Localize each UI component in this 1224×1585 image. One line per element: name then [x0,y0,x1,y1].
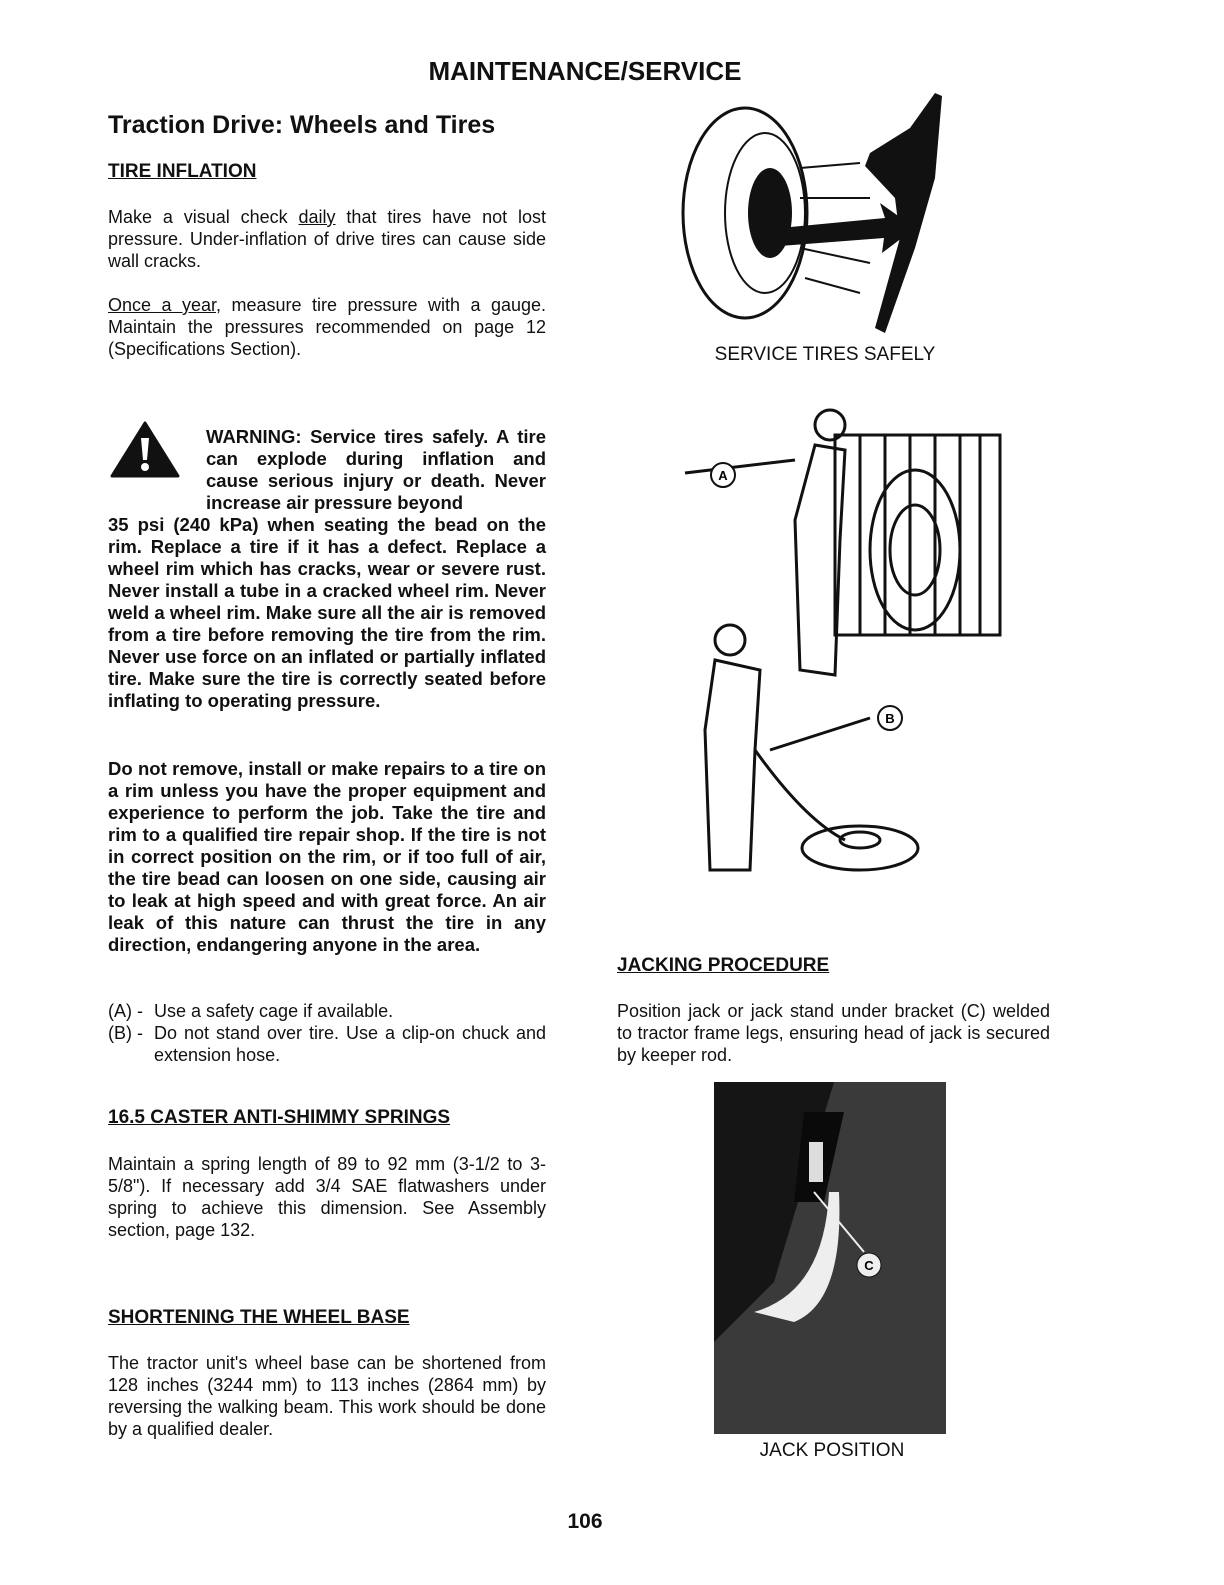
text: Make a visual check [108,207,299,227]
callout-b: B [885,711,895,726]
caster-heading: 16.5 CASTER ANTI-SHIMMY SPRINGS [108,1107,451,1128]
list-item [108,1000,546,1022]
tire-inflation-paragraph-2 [108,294,546,360]
wheelbase-paragraph: The tractor unit's wheel base can be shortened from 128 inches (3244 mm) to 113 inches (2864 mm) by reversing the walking beam. This work should be done by a qualified dealer. [108,1353,546,1439]
exploding-tire-illustration [670,88,960,338]
jacking-paragraph: Position jack or jack stand under bracket (C) welded to tractor frame legs, ensuring head of jack is secured by keeper rod. [617,1001,1050,1065]
emphasis: daily [298,207,336,227]
callout-list [108,1000,546,1066]
page-title: MAINTENANCE/SERVICE [428,56,742,86]
list-item [108,1022,546,1066]
safety-cage-illustration [655,400,1025,890]
warning-triangle-icon [110,420,180,480]
emphasis: Once a year [108,295,217,315]
section-title: Traction Drive: Wheels and Tires [108,111,496,139]
tire-inflation-paragraph-1 [108,206,546,272]
text: , measure tire pressure with a gauge. Maintain the pressures recommended on page 12 (Specifications Section). [108,295,547,359]
warning-paragraph-2: Do not remove, install or make repairs to a tire on a rim unless you have the proper equipment and experience to perform the job. Take the tire and rim to a qualified tire repair shop. If the tire is not in correct position on the rim, or if too full of air, the tire bead can loosen on one side, causing air to leak at high speed and with great force. An air leak of this nature can thrust the tire in any direction, endangering anyone in the area. [108,758,546,955]
callout-a: A [718,468,728,483]
item-key: (A) - [108,1001,143,1021]
page-number: 106 [567,1510,603,1533]
item-text: Use a safety cage if available. [154,1001,394,1021]
tires-caption: SERVICE TIRES SAFELY [714,344,936,365]
jacking-heading: JACKING PROCEDURE [617,955,830,976]
tire-inflation-heading: TIRE INFLATION [108,161,257,182]
callout-c: C [864,1258,874,1273]
text: that tires have not lost pressure. Under-inflation of drive tires can cause side wall cracks. [108,207,546,271]
wheelbase-heading: SHORTENING THE WHEEL BASE [108,1307,410,1328]
item-key: (B) - [108,1023,143,1043]
item-text: Do not stand over tire. Use a clip-on chuck and extension hose. [154,1023,546,1065]
caster-paragraph: Maintain a spring length of 89 to 92 mm (3-1/2 to 3-5/8"). If necessary add 3/4 SAE flatwashers under spring to achieve this dimension. See Assembly section, page 132. [108,1154,546,1240]
jack-position-photo [714,1082,946,1434]
warning-body: 35 psi (240 kPa) when seating the bead on the rim. Replace a tire if it has a defect. Replace a wheel rim which has cracks, wear or severe rust. Never install a tube in a cracked wheel rim. Never weld a wheel rim. Make sure all the air is removed from a tire before removing the tire from the rim. Never use force on an inflated or partially inflated tire. Make sure the tire is correctly seated before inflating to operating pressure. [108,514,546,711]
warning-lead: WARNING: Service tires safely. A tire can explode during inflation and cause serious injury or death. Never increase air pressure beyond [206,426,546,513]
jack-caption: JACK POSITION [759,1440,905,1461]
